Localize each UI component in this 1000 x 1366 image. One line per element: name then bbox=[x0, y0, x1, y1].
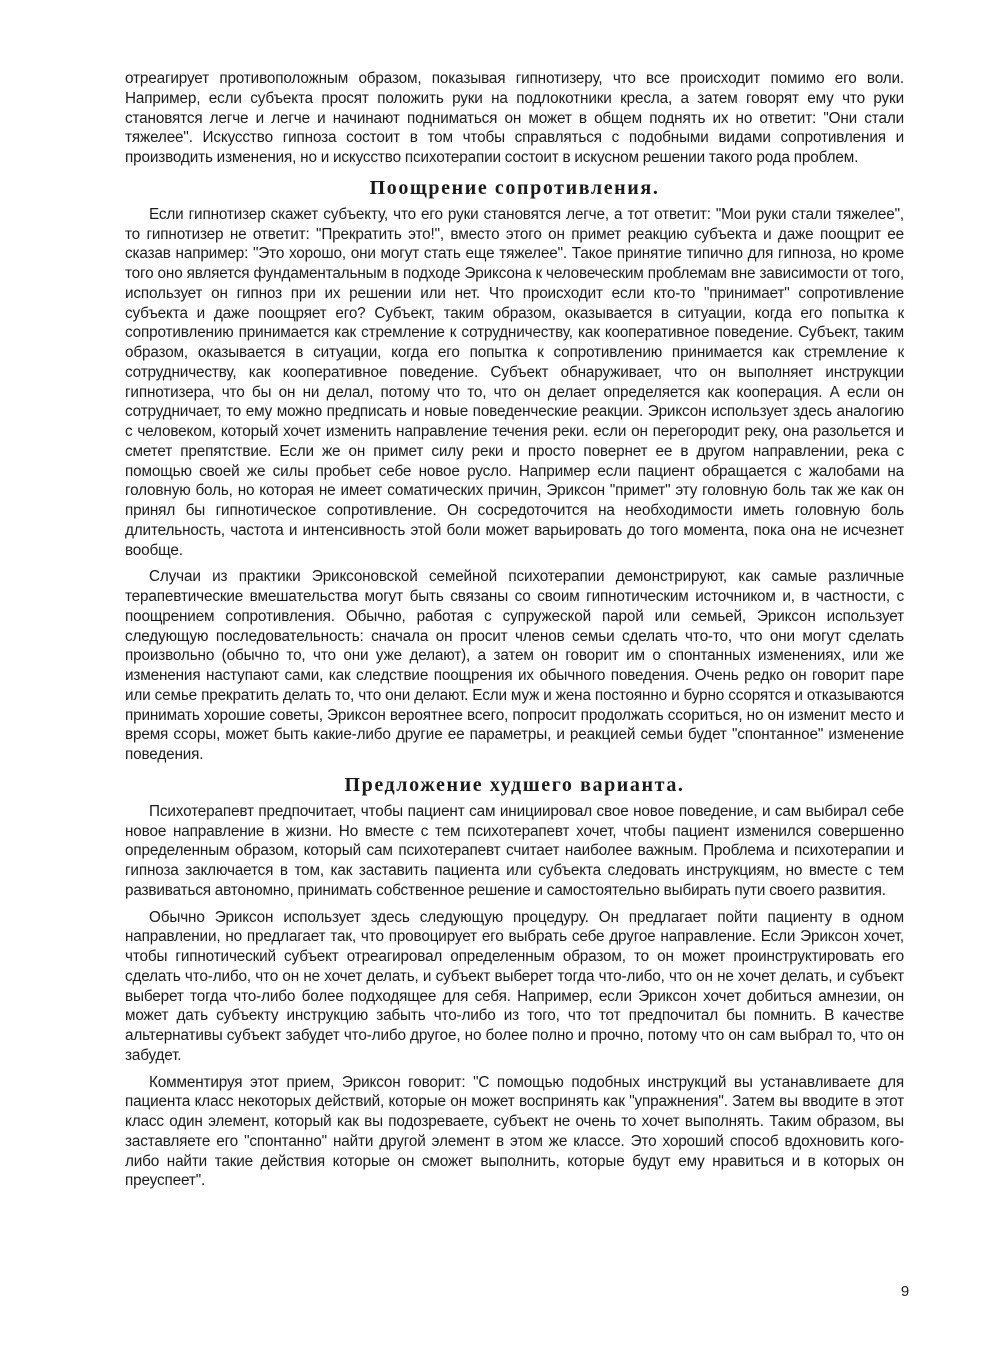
paragraph-continuation: отреагирует противоположным образом, показывая гипнотизеру, что все происходит помимо его воли. Например, если субъекта просят положить руки на подлокотники кресла, а затем говорят ему что руки становятся легче и легче и начинают подниматься он может в общем поднять их но ответит: "Они стали тяжелее". Искусство гипноза состоит в том чтобы справляться с подобными видами сопротивления и производить изменения, но и искусство психотерапии состоит в искусном решении такого рода проблем. bbox=[125, 70, 904, 166]
paragraph: Комментируя этот прием, Эриксон говорит: "С помощью подобных инструкций вы устанавливаете для пациента класс некоторых действий, которые он может воспринять как "упражнения". Затем вы вводите в этот класс один элемент, который как вы подозреваете, субъект не очень то хочет выполнять. Таким образом, вы заставляете его "спонтанно" найти другой элемент в этом же классе. Это хороший способ вдохновить кого-либо найти такие действия которые он сможет выполнить, которые будут ему нравиться и в которых он преуспеет". bbox=[125, 1073, 904, 1190]
section-heading-encouraging-resistance: Поощрение сопротивления. bbox=[369, 176, 660, 199]
paragraph: Случаи из практики Эриксоновской семейной психотерапии демонстрируют, как самые различные терапевтические вмешательства могут быть связаны со своим гипнотическим источником и, в частности, с поощрением сопротивления. Обычно, работая с супружеской парой или семьей, Эриксон использует следующую последовательность: сначала он просит членов семьи сделать что-то, что они могут сделать произвольно (обычно то, что они уже делают), а затем он говорит им о спонтанных изменениях, или же изменения наступают сами, как следствие поощрения их обычного поведения. Очень редко он говорит паре или семье прекратить делать то, что они делают. Если муж и жена постоянно и бурно ссорятся и отказываются принимать хорошие советы, Эриксон вероятнее всего, попросит продолжать ссориться, но он изменит место и время ссоры, может быть какие-либо другие ее параметры, и реакцией семьи будет "спонтанное" изменение поведения. bbox=[125, 568, 904, 763]
paragraph: Обычно Эриксон использует здесь следующую процедуру. Он предлагает пойти пациенту в одном направлении, но предлагает так, что провоцирует его выбрать себе другое направление. Если Эриксон хочет, чтобы гипнотический субъект отреагировал определенным образом, то он может проинструктировать его сделать что-либо, что он не хочет делать, и субъект выберет тогда что-либо, что он не хочет делать, и субъект выберет тогда что-либо более подходящее для себя. Например, если Эриксон хочет добиться амнезии, он может дать субъекту инструкцию забыть что-либо из того, что тот предпочитал бы помнить. В качестве альтернативы субъект забудет что-либо другое, но более полно и прочно, потому что он сам выбрал то, что он забудет. bbox=[125, 908, 904, 1064]
section-heading-worse-alternative: Предложение худшего варианта. bbox=[344, 773, 685, 796]
paragraph: Психотерапевт предпочитает, чтобы пациент сам инициировал свое новое поведение, и сам выбирал себе новое направление в жизни. Но вместе с тем психотерапевт хочет, чтобы пациент изменился совершенно определенным образом, который сам психотерапевт считает наиболее важным. Проблема и психотерапии и гипноза заключается в том, как заставить пациента или субъекта следовать инструкциям, но вместе с тем развиваться автономно, принимать собственное решение и самостоятельно выбирать пути своего развития. bbox=[125, 802, 904, 899]
paragraph: Если гипнотизер скажет субъекту, что его руки становятся легче, а тот ответит: "Мои руки стали тяжелее", то гипнотизер не ответит: "Прекратить это!", вместо этого он примет реакцию субъекта и даже поощрит ее сказав например: "Это хорошо, они могут стать еще тяжелее". Такое принятие типично для гипноза, но кроме того оно является фундаментальным в подходе Эриксона к человеческим проблемам вне зависимости от того, использует он гипноз при их решении или нет. Что происходит если кто-то "принимает" сопротивление субъекта и даже поощряет его? Субъект, таким образом, оказывается в ситуации, когда его попытка к сопротивлению принимается как стремление к сотрудничеству, как кооперативное поведение. Субъект, таким образом, оказывается в ситуации, когда его попытка к сопротивлению принимается как стремление к сотрудничеству, как кооперативное поведение. Субъект обнаруживает, что он выполняет инструкции гипнотизера, что бы он ни делал, потому что то, что он делает определяется как кооперация. А если он сотрудничает, то ему можно предписать и новые поведенческие реакции. Эриксон использует здесь аналогию с человеком, который хочет изменить направление течения реки. если он перегородит реку, она разольется и сметет препятствие. Если же он примет силу реки и просто повернет ее в другом направлении, река с помощью своей же силы пробьет себе новое русло. Например если пациент обращается с жалобами на головную боль, но которая не имеет соматических причин, Эриксон "примет" эту головную боль так же как он принял бы гипнотическое сопротивление. Он сосредоточится на необходимости иметь головную боль длительность, частота и интенсивность этой боли может варьировать до того момента, пока она не исчезнет вообще. bbox=[125, 205, 904, 559]
page-number: 9 bbox=[900, 1283, 910, 1300]
document-page bbox=[125, 69, 904, 1191]
